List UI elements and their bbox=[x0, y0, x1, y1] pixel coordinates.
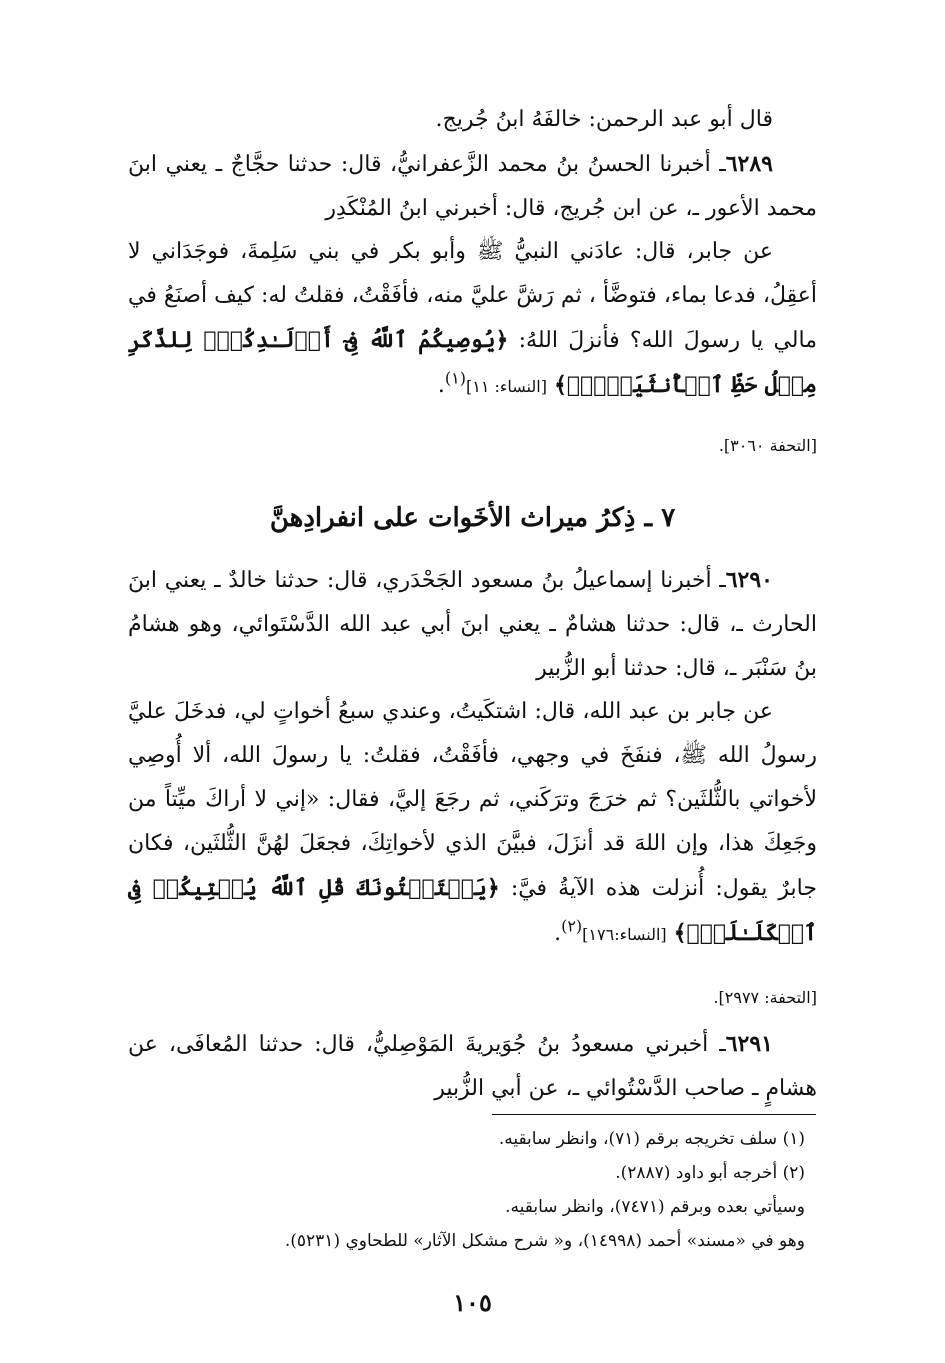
isnad-text: ـ أخبرنا الحسنُ بنُ محمد الزَّعفرانيُّ، قال: حدثنا حجَّاجٌ ـ يعني ابنَ محمد الأعور ـ، عن ابن جُريج، قال: أخبرني ابنُ المُنْكَدِر bbox=[128, 152, 817, 221]
tuhfa-reference bbox=[128, 428, 817, 464]
footnote-divider bbox=[492, 1114, 816, 1115]
tuhfa-text: [التحفة ٣٠٦٠]. bbox=[718, 436, 817, 455]
hadith-6289-matn: عن جابر، قال: عادَني النبيُّ ﷺ وأبو بكر في بني سَلِمةَ، فوجَدَاني لا أعقِلُ، فدعا بماء، فتوضَّأ ، ثم رَشَّ عليَّ منه، فأفَقْتُ، فقلتُ له: كيف أصنَعُ في مالي يا رسولَ الله؟ فأنزلَ اللهُ: ﴿يُوصِيكُمُ ٱللَّهُ فِىٓ أَوۡلَـٰدِكُمۡۖ لِلذَّكَرِ مِثۡلُ حَظِّ ٱلۡأُنثَيَيۡنِۚ﴾ [النساء: ١١]$^{(١)}$. bbox=[128, 239, 817, 398]
footnote-line: (١) سلف تخريجه برقم (٧١)، وانظر سابقيه. bbox=[498, 1129, 805, 1149]
hadith-number: ٦٢٩٠ bbox=[725, 567, 773, 593]
intro-line bbox=[128, 98, 817, 142]
isnad-text: ـ أخبرني مسعودُ بنُ جُوَيريةَ المَوْصِليُّ، قال: حدثنا المُعافَى، عن هشامٍ ـ صاحب الدَّسْتُوائي ـ، عن أبي الزُّبير bbox=[128, 1032, 817, 1101]
isnad-text: ـ أخبرنا إسماعيلُ بنُ مسعود الجَحْدَري، قال: حدثنا خالدٌ ـ يعني ابنَ الحارث ـ، قال: حدثنا هشامٌ ـ يعني ابنَ أبي عبد الله الدَّسْتَوائي، وهو هشامُ بنُ سَنْبَر ـ، قال: حدثنا أبو الزُّبير bbox=[128, 568, 817, 681]
quran-verse: ﴿يُوصِيكُمُ ٱللَّهُ فِىٓ أَوۡلَـٰدِكُمۡۖ لِلذَّكَرِ مِثۡلُ حَظِّ ٱلۡأُنثَيَيۡنِۚ﴾ bbox=[128, 327, 817, 398]
hadith-6289-isnad bbox=[128, 142, 817, 231]
footnote-line: وسيأتي بعده وبرقم (٧٤٧١)، وانظر سابقيه. bbox=[505, 1197, 805, 1217]
footnote-line: (٢) أخرجه أبو داود (٢٨٨٧). bbox=[615, 1163, 805, 1183]
page-number: ١٠٥ bbox=[453, 1288, 492, 1317]
intro-text: قال أبو عبد الرحمن: خالفَهُ ابنُ جُريج. bbox=[435, 107, 773, 132]
verse-reference: [النساء:١٧٦] bbox=[582, 925, 667, 944]
quran-verse: ﴿يَسۡتَفۡتُونَكَ قُلِ ٱللَّهُ يُفۡتِيكُمۡ فِى ٱلۡكَلَـٰلَةِۚ﴾ bbox=[128, 875, 817, 946]
verse-reference: [النساء: ١١] bbox=[465, 377, 547, 396]
hadith-6290-matn: عن جابر بن عبد الله، قال: اشتكَيتُ، وعندي سبعُ أخواتٍ لي، فدخَلَ عليَّ رسولُ الله ﷺ، فنفَخَ في وجهي، فأفَقْتُ، فقلتُ: يا رسولَ الله، ألا أُوصِي لأخواتي بالثُّلثَين؟ ثم خرَجَ وترَكَني، ثم رجَعَ إليَّ، فقال: «إني لا أراكَ ميِّتاً من وجَعِكَ هذا، وإن اللهَ قد أنزَلَ، فبيَّنَ الذي لأخواتِكَ، فجعَلَ لهُنَّ الثُّلثَين، فكان جابرٌ يقول: أُنزلت هذه الآيةُ فيَّ: ﴿يَسۡتَفۡتُونَكَ قُلِ ٱللَّهُ يُفۡتِيكُمۡ فِى ٱلۡكَلَـٰلَةِۚ﴾ [النساء:١٧٦]$^{(٢)}$. bbox=[128, 699, 817, 946]
footnotes bbox=[200, 1122, 805, 1258]
footnote-marker: (١) bbox=[444, 368, 466, 388]
hadith-number: ٦٢٨٩ bbox=[725, 151, 773, 177]
matn-text: عن جابر، قال: عادَني النبيُّ ﷺ وأبو بكر في بني سَلِمةَ، فوجَدَاني لا أعقِلُ، فدعا بماء، فتوضَّأ ، ثم رَشَّ عليَّ منه، فأفَقْتُ، فقلتُ له: كيف أصنَعُ في مالي يا رسولَ الله؟ فأنزلَ اللهُ: bbox=[128, 239, 817, 353]
hadith-6290-isnad bbox=[128, 558, 817, 691]
section-heading: ٧ ـ ذِكرُ ميراث الأخَوات على انفرادِهنَّ bbox=[269, 503, 676, 533]
footnote-marker: (٢) bbox=[561, 916, 583, 936]
tuhfa-reference bbox=[128, 980, 817, 1016]
matn-text: عن جابر بن عبد الله، قال: اشتكَيتُ، وعندي سبعُ أخواتٍ لي، فدخَلَ عليَّ رسولُ الله ﷺ، فنفَخَ في وجهي، فأفَقْتُ، فقلتُ: يا رسولَ الله، ألا أُوصِي لأخواتي بالثُّلثَين؟ ثم خرَجَ وترَكَني، ثم رجَعَ إليَّ، فقال: «إني لا أراكَ ميِّتاً من وجَعِكَ هذا، وإن اللهَ قد أنزَلَ، فبيَّنَ الذي لأخواتِكَ، فجعَلَ لهُنَّ الثُّلثَين، فكان جابرٌ يقول: أُنزلت هذه الآيةُ فيَّ: bbox=[128, 699, 817, 901]
hadith-number: ٦٢٩١ bbox=[725, 1031, 773, 1057]
hadith-6291-isnad bbox=[128, 1022, 817, 1111]
tuhfa-text: [التحفة: ٢٩٧٧]. bbox=[713, 988, 817, 1007]
footnote-line: وهو في «مسند» أحمد (١٤٩٩٨)، و« شرح مشكل الآثار» للطحاوي (٥٢٣١). bbox=[284, 1231, 805, 1251]
